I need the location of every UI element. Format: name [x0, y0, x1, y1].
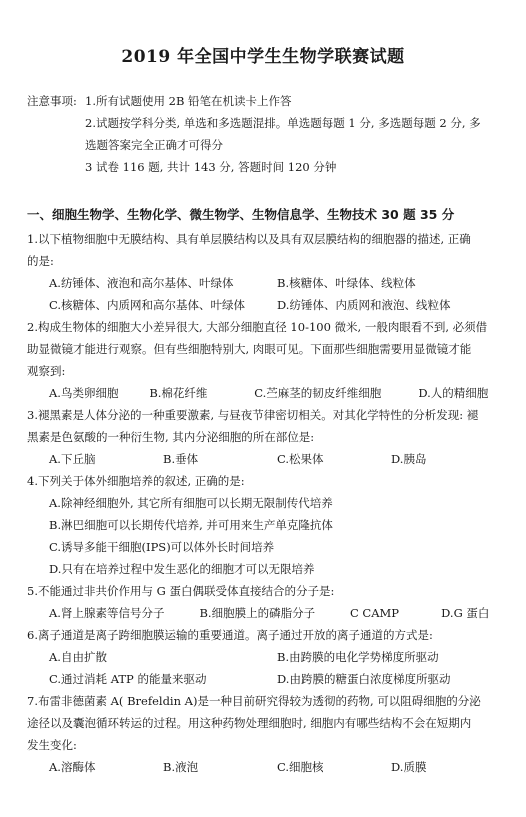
question-list [27, 228, 505, 778]
option-d: D.胰岛 [391, 452, 427, 466]
instructions-label: 注意事项: [27, 94, 77, 108]
question-stem: 2.构成生物体的细胞大小差异很大, 大部分细胞直径 10-100 微米, 一般肉眼看不到, 必须借 [27, 320, 488, 334]
question-stem: 的是: [27, 254, 54, 268]
question-stem: 发生变化: [27, 738, 77, 752]
question-3 [27, 404, 505, 470]
option-b: B.细胞膜上的磷脂分子 [199, 606, 316, 620]
instruction-item: 选题答案完全正确才可得分 [85, 138, 223, 152]
question-1 [27, 228, 505, 316]
option-a: A.鸟类卵细胞 [49, 386, 119, 400]
question-stem: 1.以下植物细胞中无膜结构、具有单层膜结构以及具有双层膜结构的细胞器的描述, 正确 [27, 232, 471, 246]
option-d: D.G 蛋白 [441, 606, 490, 620]
option-b: B.核糖体、叶绿体、线粒体 [277, 276, 416, 290]
option-c: C.松果体 [277, 452, 324, 466]
option-b: B.淋巴细胞可以长期传代培养, 并可用来生产单克隆抗体 [49, 518, 333, 532]
option-d: D.质膜 [391, 760, 427, 774]
question-stem: 4.下列关于体外细胞培养的叙述, 正确的是: [27, 474, 245, 488]
option-d: D.人的精细胞 [418, 386, 489, 400]
option-a: A.纺锤体、液泡和高尔基体、叶绿体 [49, 276, 234, 290]
option-c: C.诱导多能干细胞(IPS)可以体外长时间培养 [49, 540, 275, 554]
option-d: D.只有在培养过程中发生恶化的细胞才可以无限培养 [49, 562, 315, 576]
question-stem: 6.离子通道是离子跨细胞膜运输的重要通道。离子通过开放的离子通道的方式是: [27, 628, 433, 642]
question-stem: 3.褪黑素是人体分泌的一种重要激素, 与昼夜节律密切相关。对其化学特性的分析发现: 褪 [27, 408, 479, 422]
question-stem: 5.不能通过非共价作用与 G 蛋白偶联受体直接结合的分子是: [27, 584, 335, 598]
option-b: B.棉花纤维 [149, 386, 208, 400]
instruction-item: 2.试题按学科分类, 单选和多选题混排。单选题每题 1 分, 多选题每题 2 分, 多 [85, 116, 481, 130]
option-a: A.自由扩散 [49, 650, 107, 664]
option-b: B.垂体 [163, 452, 199, 466]
instruction-item: 3 试卷 116 题, 共计 143 分, 答题时间 120 分钟 [85, 160, 337, 174]
question-stem: 7.布雷非德菌素 A( Brefeldin A)是一种目前研究得较为透彻的药物, 可以阻碍细胞的分泌 [27, 694, 481, 708]
question-stem: 途径以及囊泡循环转运的过程。用这种药物处理细胞时, 细胞内有哪些结构不会在短期内 [27, 716, 472, 730]
option-a: A.溶酶体 [49, 760, 96, 774]
option-c: C.细胞核 [277, 760, 324, 774]
option-a: A.除神经细胞外, 其它所有细胞可以长期无限制传代培养 [49, 496, 333, 510]
option-d: D.纺锤体、内质网和液泡、线粒体 [277, 298, 451, 312]
question-stem: 观察到: [27, 364, 66, 378]
option-c: C.通过消耗 ATP 的能量来驱动 [49, 672, 207, 686]
option-a: A.肾上腺素等信号分子 [49, 606, 165, 620]
option-a: A.下丘脑 [49, 452, 96, 466]
question-stem: 黑素是色氨酸的一种衍生物, 其内分泌细胞的所在部位是: [27, 430, 315, 444]
question-2 [27, 316, 505, 404]
option-d: D.由跨膜的糖蛋白浓度梯度所驱动 [277, 672, 451, 686]
question-5 [27, 580, 505, 624]
option-c: C CAMP [349, 606, 400, 620]
instruction-item: 1.所有试题使用 2B 铅笔在机读卡上作答 [85, 94, 292, 108]
question-6 [27, 624, 505, 690]
option-b: B.液泡 [163, 760, 199, 774]
section-heading: 一、细胞生物学、生物化学、微生物学、生物信息学、生物技术 30 题 35 分 [27, 207, 455, 222]
question-7 [27, 690, 505, 778]
question-stem: 助显微镜才能进行观察。但有些细胞特别大, 肉眼可见。下面那些细胞需要用显微镜才能 [27, 342, 472, 356]
instructions [27, 90, 507, 178]
option-c: C.核糖体、内质网和高尔基体、叶绿体 [49, 298, 246, 312]
page-title: 2019 年全国中学生生物学联赛试题 [121, 47, 405, 67]
option-c: C.苎麻茎的韧皮纤维细胞 [254, 386, 382, 400]
question-4 [27, 470, 505, 580]
option-b: B.由跨膜的电化学势梯度所驱动 [277, 650, 439, 664]
